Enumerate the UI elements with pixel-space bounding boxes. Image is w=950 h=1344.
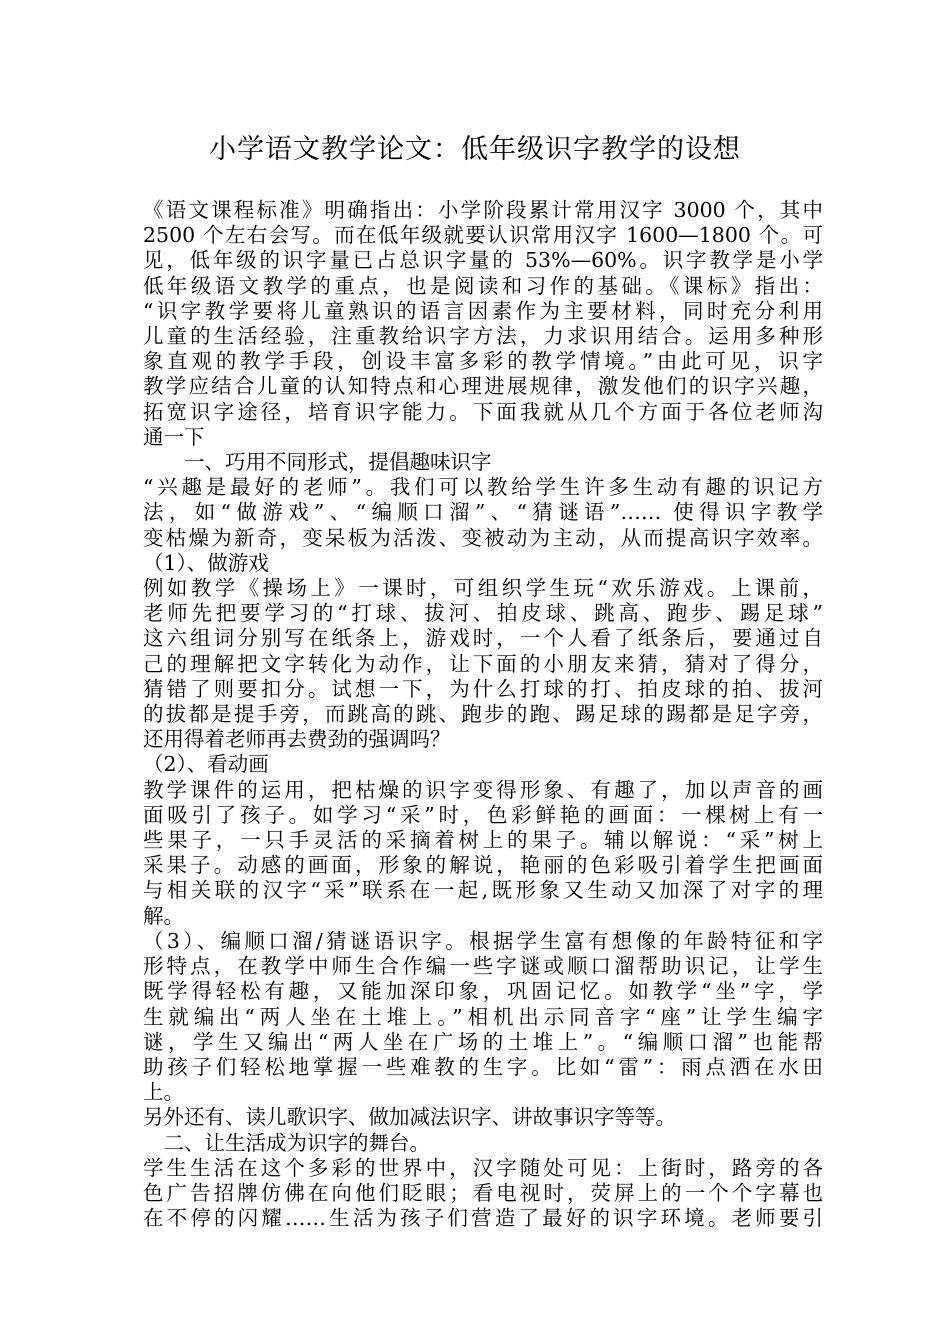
text-line: 既学得轻松有趣，又能加深印象，巩固记忆。如教学“坐”字，学 [143, 979, 823, 1004]
text-line: 助孩子们轻松地掌握一些难教的生字。比如“雷”：雨点洒在水田 [143, 1054, 823, 1079]
text-line: 老师先把要学习的“打球、拔河、拍皮球、跳高、跑步、踢足球” [143, 601, 823, 626]
text-line: 在不停的闪耀……生活为孩子们营造了最好的识字环境。老师要引 [143, 1206, 823, 1231]
text-line: 低年级语文教学的重点，也是阅读和习作的基础。《课标》指出： [143, 273, 823, 298]
text-line: （3）、编顺口溜/猜谜语识字。根据学生富有想像的年龄特征和字 [143, 928, 823, 953]
text-line: 见，低年级的识字量已占总识字量的 53%—60%。识字教学是小学 [143, 248, 823, 273]
text-line: “兴趣是最好的老师”。我们可以教给学生许多生动有趣的识记方 [143, 475, 823, 500]
text-line: 这六组词分别写在纸条上，游戏时，一个人看了纸条后，要通过自 [143, 626, 823, 651]
text-line: 面吸引了孩子。如学习“采”时，色彩鲜艳的画面：一棵树上有一 [143, 802, 823, 827]
text-line: （2）、看动画 [143, 752, 269, 777]
text-line: 的拔都是提手旁，而跳高的跳、跑步的跑、踢足球的踢都是足字旁， [143, 702, 823, 727]
text-line: 例如教学《操场上》一课时，可组织学生玩“欢乐游戏。上课前， [143, 576, 823, 601]
text-line: 上。 [143, 1080, 184, 1105]
text-line: 学生生活在这个多彩的世界中，汉字随处可见：上街时，路旁的各 [143, 1155, 823, 1180]
text-line: 猜错了则要扣分。试想一下，为什么打球的打、拍皮球的拍、拔河 [143, 676, 823, 701]
text-line: 法，如“做游戏”、“编顺口溜”、“猜谜语”…… 使得识字教学 [143, 500, 823, 525]
text-line: 一、巧用不同形式，提倡趣味识字 [143, 450, 492, 475]
text-line: “识字教学要将儿童熟识的语言因素作为主要材料，同时充分利用 [143, 298, 823, 323]
text-line: 谜，学生又编出“两人坐在广场的土堆上”。“编顺口溜”也能帮 [143, 1029, 823, 1054]
text-line: 儿童的生活经验，注重教给识字方法，力求识用结合。运用多种形 [143, 324, 823, 349]
text-line: 教学课件的运用，把枯燥的识字变得形象、有趣了，加以声音的画 [143, 777, 823, 802]
text-line: 生就编出“两人坐在土堆上。”相机出示同音字“座”让学生编字 [143, 1004, 823, 1029]
text-line: 拓宽识字途径，培育识字能力。下面我就从几个方面于各位老师沟 [143, 399, 823, 424]
text-line: 采果子。动感的画面，形象的解说，艳丽的色彩吸引着学生把画面 [143, 853, 823, 878]
text-line: 《语文课程标准》明确指出：小学阶段累计常用汉字 3000 个，其中 [143, 198, 823, 222]
text-line: 另外还有、读儿歌识字、做加减法识字、讲故事识字等等。 [143, 1105, 676, 1130]
text-line: 己的理解把文字转化为动作，让下面的小朋友来猜，猜对了得分， [143, 651, 823, 676]
text-line: 与相关联的汉字“采”联系在一起,既形象又生动又加深了对字的理 [143, 878, 823, 903]
document-title: 小学语文教学论文：低年级识字教学的设想 [209, 134, 741, 165]
text-line: 形特点，在教学中师生合作编一些字谜或顺口溜帮助识记，让学生 [143, 954, 823, 979]
text-line: 2500 个左右会写。而在低年级就要认识常用汉字 1600—1800 个。可 [143, 223, 823, 248]
text-line: 解。 [143, 903, 184, 928]
text-line: 些果子，一只手灵活的采摘着树上的果子。辅以解说：“采”树上 [143, 828, 823, 853]
document-body [143, 198, 823, 1231]
text-line: 通一下 [143, 424, 205, 449]
text-line: （1）、做游戏 [143, 550, 269, 575]
text-line: 象直观的教学手段，创设丰富多彩的教学情境。”由此可见，识字 [143, 349, 823, 374]
text-line: 色广告招牌仿佛在向他们眨眼；看电视时，荧屏上的一个个字幕也 [143, 1180, 823, 1205]
text-line: 二、让生活成为识字的舞台。 [143, 1130, 430, 1155]
text-line: 还用得着老师再去费劲的强调吗？ [143, 727, 451, 752]
text-line: 教学应结合儿童的认知特点和心理进展规律，激发他们的识字兴趣， [143, 374, 823, 399]
text-line: 变枯燥为新奇，变呆板为活泼、变被动为主动，从而提高识字效率。 [143, 525, 823, 550]
